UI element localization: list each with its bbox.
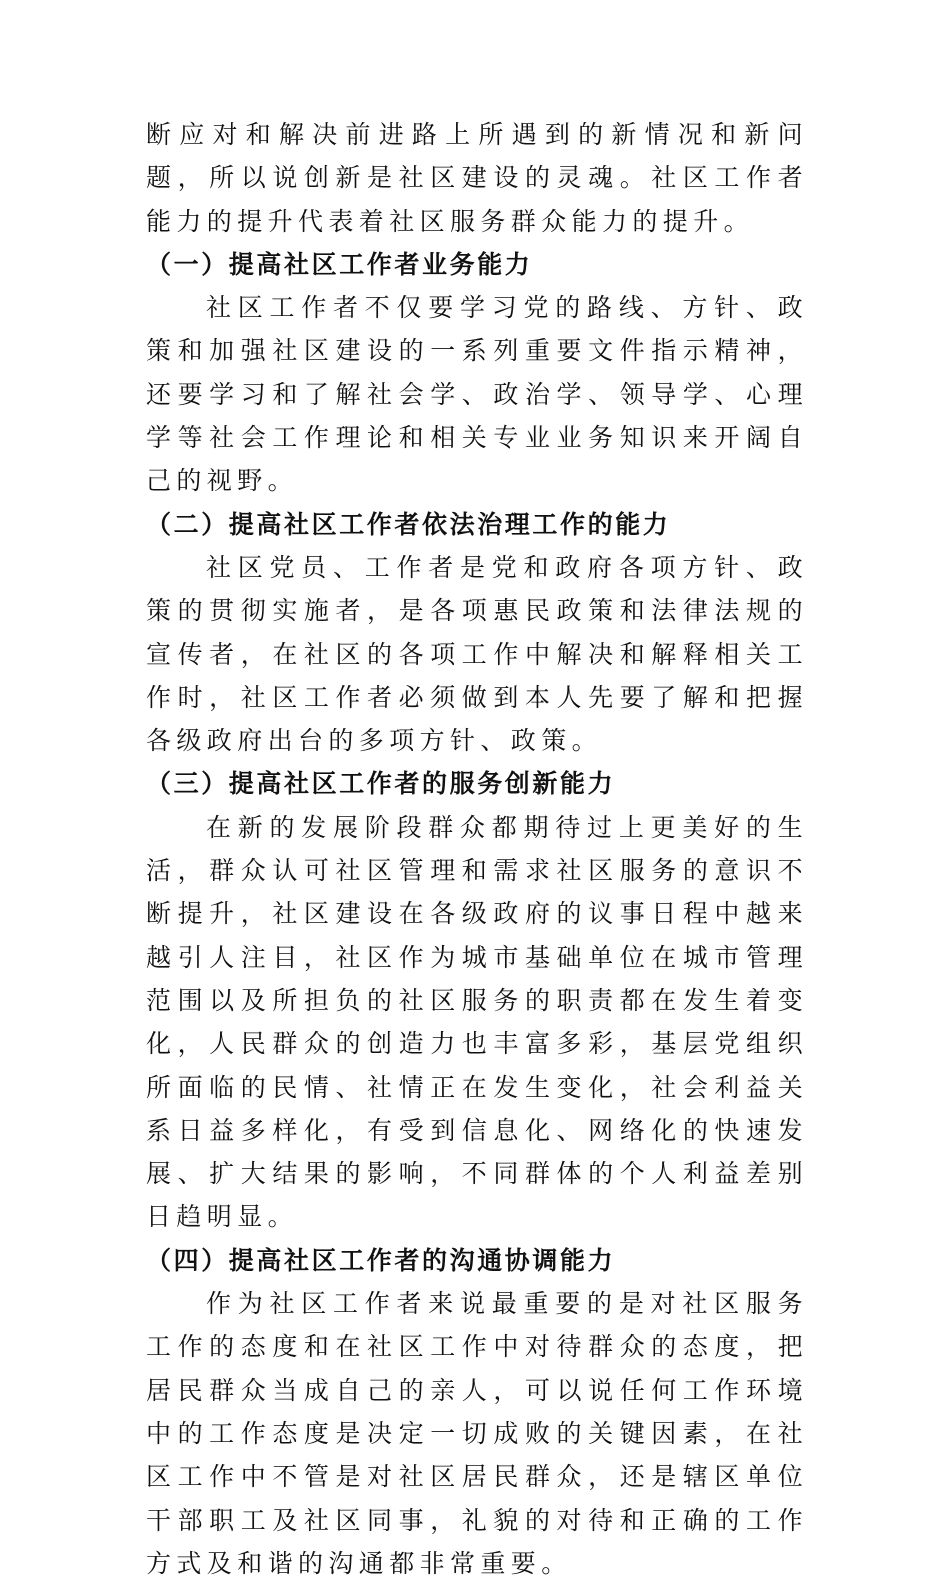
section-heading-2: （二）提高社区工作者依法治理工作的能力 <box>146 509 671 539</box>
section-body-4: 作为社区工作者来说最重要的是对社区服务工作的态度和在社区工作中对待群众的态度，把居民群众当成自己的亲人，可以说任何工作环境中的工作态度是决定一切成败的关键因素，在社区工作中不管是对社区居民群众，还是辖区单位干部职工及社区同事，礼貌的对待和正确的工作方式及和谐的沟通都非常重要。 <box>146 1289 808 1578</box>
document-body <box>146 113 808 1585</box>
section-body-2: 社区党员、工作者是党和政府各项方针、政策的贯彻实施者，是各项惠民政策和法律法规的宣传者，在社区的各项工作中解决和解释相关工作时，社区工作者必须做到本人先要了解和把握各级政府出台的多项方针、政策。 <box>146 552 808 756</box>
section-body-3: 在新的发展阶段群众都期待过上更美好的生活，群众认可社区管理和需求社区服务的意识不断提升，社区建设在各级政府的议事日程中越来越引人注目，社区作为城市基础单位在城市管理范围以及所担负的社区服务的职责都在发生着变化，人民群众的创造力也丰富多彩，基层党组织所面临的民情、社情正在发生变化，社会利益关系日益多样化，有受到信息化、网络化的快速发展、扩大结果的影响，不同群体的个人利益差别日趋明显。 <box>146 812 808 1232</box>
intro-paragraph: 断应对和解决前进路上所遇到的新情况和新问题，所以说创新是社区建设的灵魂。社区工作者能力的提升代表着社区服务群众能力的提升。 <box>146 120 808 236</box>
section-body-1: 社区工作者不仅要学习党的路线、方针、政策和加强社区建设的一系列重要文件指示精神，还要学习和了解社会学、政治学、领导学、心理学等社会工作理论和相关专业业务知识来开阔自己的视野。 <box>146 293 808 496</box>
section-heading-1: （一）提高社区工作者业务能力 <box>146 249 533 279</box>
section-heading-3: （三）提高社区工作者的服务创新能力 <box>146 769 616 799</box>
section-heading-4: （四）提高社区工作者的沟通协调能力 <box>146 1245 616 1275</box>
